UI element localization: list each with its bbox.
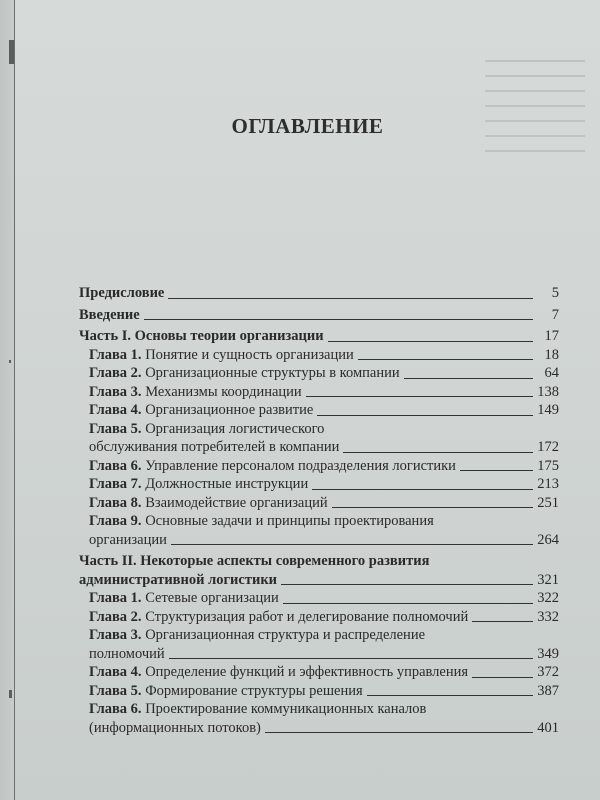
page-number: 322 [537,590,559,606]
page-number: 138 [537,383,559,400]
chapter-title: Основные задачи и принципы проектирования [145,513,434,529]
toc-chapter[interactable] [79,494,559,513]
part-label: Часть II. Некоторые аспекты современного развития [79,553,430,569]
toc-chapter[interactable] [79,420,559,439]
leader-line [460,470,533,471]
toc-chapter[interactable] [79,383,559,402]
page-number: 372 [537,664,559,680]
leader-line [472,621,533,622]
leader-line [358,359,533,360]
leader-line [404,378,533,379]
book-page [15,0,600,800]
toc-entry-preface[interactable] [79,284,559,303]
spine-mark [9,690,12,698]
toc-chapter-continuation[interactable] [79,719,559,738]
chapter-title: Формирование структуры решения [145,682,363,699]
page-number: 251 [537,494,559,511]
chapter-title: Понятие и сущность организации [145,346,354,363]
chapter-title-continuation: (информационных потоков) [89,719,261,736]
leader-line [343,452,533,453]
chapter-title: Сетевые организации [145,590,279,606]
page-number: 18 [544,346,559,363]
book-spine [0,0,15,800]
chapter-title: Организационные структуры в компании [145,365,400,381]
leader-line [328,341,533,342]
spine-mark [9,360,11,363]
page-number: 172 [537,439,559,455]
leader-line [317,415,533,416]
page-number: 387 [537,682,559,699]
chapter-number: Глава 5. [89,420,142,437]
chapter-title: Организационное развитие [145,402,314,418]
toc-chapter[interactable] [79,682,559,701]
chapter-number: Глава 3. [89,383,142,400]
leader-line [171,544,533,545]
page-number: 5 [551,285,559,301]
leader-line [332,507,533,508]
chapter-number: Глава 1. [89,346,142,363]
chapter-title: Механизмы координации [145,383,302,400]
toc-chapter[interactable] [79,346,559,365]
chapter-number: Глава 4. [89,402,142,418]
chapter-title: Должностные инструкции [145,476,309,492]
part-label-continuation: административной логистики [79,571,278,588]
toc-chapter[interactable] [79,626,559,645]
toc-part-2[interactable] [79,552,559,571]
chapter-title-continuation: обслуживания потребителей в компании [89,439,340,455]
part-label: Часть I. Основы теории организации [79,328,324,344]
chapter-number: Глава 1. [89,590,142,606]
chapter-number: Глава 6. [89,701,142,717]
chapter-number: Глава 3. [89,627,142,643]
page-number: 64 [544,365,559,381]
chapter-title: Организация логистического [145,420,325,437]
page-number: 175 [537,457,559,474]
toc-entry-label: Предисловие [79,285,165,301]
chapter-title: Определение функций и эффективность управления [145,664,469,680]
toc-chapter[interactable] [79,608,559,627]
chapter-title-continuation: организации [89,531,167,548]
leader-line [144,319,533,320]
chapter-number: Глава 6. [89,457,142,474]
toc-entry-intro[interactable] [79,306,559,325]
chapter-number: Глава 4. [89,664,142,680]
spine-mark [9,40,14,64]
page-number: 264 [537,531,559,548]
chapter-title: Управление персоналом подразделения логистики [145,457,456,474]
toc-entry-label: Введение [79,306,140,323]
leader-line [306,396,533,397]
chapter-title: Взаимодействие организаций [145,494,328,511]
leader-line [265,732,533,733]
page-number: 401 [537,719,559,736]
page-number: 7 [551,306,559,323]
chapter-number: Глава 8. [89,494,142,511]
page-number: 213 [537,476,559,492]
page-number: 349 [537,645,559,662]
chapter-number: Глава 5. [89,682,142,699]
chapter-title: Структуризация работ и делегирование полномочий [145,608,469,625]
toc-chapter[interactable] [79,700,559,719]
page-title: ОГЛАВЛЕНИЕ [231,114,384,138]
chapter-number: Глава 7. [89,476,142,492]
toc-chapter-continuation[interactable] [79,531,559,550]
toc-chapter[interactable] [79,457,559,476]
leader-line [312,489,533,490]
toc-chapter-continuation[interactable] [79,438,559,457]
chapter-number: Глава 9. [89,513,142,529]
table-of-contents [79,284,559,737]
toc-part-1[interactable] [79,327,559,346]
toc-chapter-continuation[interactable] [79,645,559,664]
chapter-title-continuation: полномочий [89,645,165,662]
toc-chapter[interactable] [79,364,559,383]
toc-chapter[interactable] [79,475,559,494]
page-number: 332 [537,608,559,625]
toc-chapter[interactable] [79,589,559,608]
chapter-title: Проектирование коммуникационных каналов [145,701,427,717]
leader-line [169,658,533,659]
page-number: 17 [544,328,559,344]
leader-line [281,584,533,585]
toc-chapter[interactable] [79,401,559,420]
leader-line [367,695,533,696]
page-number: 149 [537,402,559,418]
chapter-title: Организационная структура и распределение [145,627,426,643]
leader-line [472,677,533,678]
toc-part-2-continuation[interactable] [79,571,559,590]
leader-line [168,298,533,299]
leader-line [283,603,533,604]
chapter-number: Глава 2. [89,365,142,381]
toc-chapter[interactable] [79,663,559,682]
page-number: 321 [537,571,559,588]
chapter-number: Глава 2. [89,608,142,625]
toc-chapter[interactable] [79,512,559,531]
